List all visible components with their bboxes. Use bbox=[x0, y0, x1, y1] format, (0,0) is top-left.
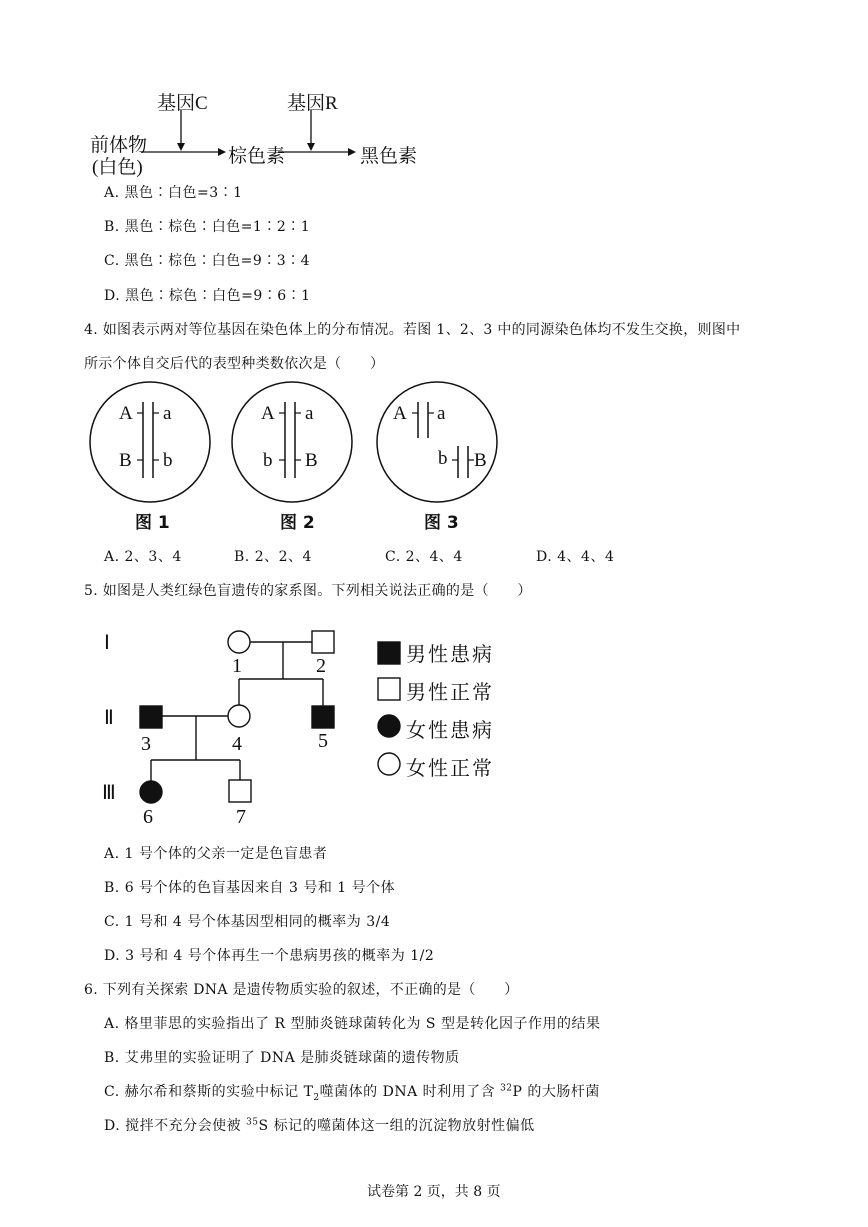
q4-option-a: A. 2、3、4 bbox=[104, 549, 182, 565]
fig2-allele-br: B bbox=[305, 450, 318, 471]
individual-7-label: 7 bbox=[236, 806, 246, 828]
q6-stem: 6. 下列有关探索 DNA 是遗传物质实验的叙述，不正确的是（ ） bbox=[84, 982, 519, 998]
q6-option-d-post: S 标记的噬菌体这一组的沉淀物放射性偏低 bbox=[258, 1118, 535, 1134]
q4-stem-line2: 所示个体自交后代的表型种类数依次是（ ） bbox=[84, 356, 385, 372]
fig2-allele-tr: a bbox=[305, 403, 314, 424]
q5-stem: 5. 如图是人类红绿色盲遗传的家系图。下列相关说法正确的是（ ） bbox=[84, 583, 532, 599]
fig1-caption: 图 1 bbox=[135, 513, 170, 533]
individual-5-label: 5 bbox=[318, 730, 328, 752]
fig3-allele-tr: a bbox=[437, 403, 446, 424]
fig1-allele-bl: B bbox=[119, 450, 132, 471]
q3-option-d: D. 黑色∶棕色∶白色=9∶6∶1 bbox=[104, 288, 311, 304]
legend-male-affected: 男性患病 bbox=[406, 642, 494, 666]
gene-c-label: 基因C bbox=[157, 93, 208, 114]
legend-female-normal: 女性正常 bbox=[406, 756, 494, 780]
q6-option-b: B. 艾弗里的实验证明了 DNA 是肺炎链球菌的遗传物质 bbox=[104, 1050, 460, 1066]
fig3-allele-bl: b bbox=[438, 448, 448, 469]
fig3-allele-tl: A bbox=[393, 403, 407, 424]
legend-female-affected: 女性患病 bbox=[406, 718, 494, 742]
generation-label-3: Ⅲ bbox=[102, 782, 116, 804]
fig2-allele-bl: b bbox=[263, 450, 273, 471]
legend-male-normal: 男性正常 bbox=[406, 680, 494, 704]
q6-option-c-post: P 的大肠杆菌 bbox=[512, 1084, 600, 1100]
q6-option-d-pre: D. 搅拌不充分会使被 bbox=[104, 1118, 247, 1134]
fig3-caption: 图 3 bbox=[424, 513, 459, 533]
individual-4-label: 4 bbox=[232, 733, 242, 755]
fig2-allele-tl: A bbox=[261, 403, 275, 424]
q6-option-c-pre: C. 赫尔希和蔡斯的实验中标记 T bbox=[104, 1084, 314, 1100]
gene-r-label: 基因R bbox=[287, 93, 338, 114]
brown-pigment-label: 棕色素 bbox=[228, 146, 286, 167]
q5-option-a: A. 1 号个体的父亲一定是色盲患者 bbox=[104, 846, 328, 862]
precursor-label: 前体物 bbox=[90, 135, 148, 156]
q6-option-c-sub: 2 bbox=[313, 1092, 320, 1103]
q6-option-d-sup: 35 bbox=[246, 1117, 259, 1128]
q3-option-a: A. 黑色∶白色=3∶1 bbox=[104, 185, 243, 201]
q4-option-c: C. 2、4、4 bbox=[385, 549, 463, 565]
q5-option-b: B. 6 号个体的色盲基因来自 3 号和 1 号个体 bbox=[104, 880, 396, 896]
q3-option-c: C. 黑色∶棕色∶白色=9∶3∶4 bbox=[104, 253, 311, 269]
fig2-caption: 图 2 bbox=[280, 513, 315, 533]
fig1-allele-tl: A bbox=[119, 403, 133, 424]
q5-option-d: D. 3 号和 4 号个体再生一个患病男孩的概率为 1/2 bbox=[104, 948, 435, 964]
individual-1-label: 1 bbox=[232, 655, 242, 677]
chromosome-figures bbox=[0, 380, 868, 510]
individual-2-label: 2 bbox=[316, 655, 326, 677]
q6-option-c-sup: 32 bbox=[500, 1083, 513, 1094]
individual-6-label: 6 bbox=[143, 806, 153, 828]
q4-option-d: D. 4、4、4 bbox=[536, 549, 615, 565]
precursor-color-label: (白色) bbox=[92, 157, 143, 178]
q6-option-c-mid: 噬菌体的 DNA 时利用了含 bbox=[319, 1084, 501, 1100]
generation-label-1: Ⅰ bbox=[104, 632, 110, 654]
fig1-allele-br: b bbox=[163, 450, 173, 471]
q6-option-c bbox=[104, 1081, 600, 1103]
fig1-allele-tr: a bbox=[163, 403, 172, 424]
q5-option-c: C. 1 号和 4 号个体基因型相同的概率为 3/4 bbox=[104, 914, 391, 930]
black-pigment-label: 黑色素 bbox=[360, 146, 418, 167]
q3-option-b: B. 黑色∶棕色∶白色=1∶2∶1 bbox=[104, 219, 311, 235]
q6-option-d bbox=[104, 1115, 535, 1135]
q4-option-b: B. 2、2、4 bbox=[234, 549, 312, 565]
generation-label-2: Ⅱ bbox=[104, 707, 114, 729]
page-footer: 试卷第 2 页，共 8 页 bbox=[367, 1184, 501, 1200]
fig3-allele-br: B bbox=[474, 450, 487, 471]
q6-option-a: A. 格里菲思的实验指出了 R 型肺炎链球菌转化为 S 型是转化因子作用的结果 bbox=[104, 1016, 601, 1032]
individual-3-label: 3 bbox=[141, 733, 151, 755]
q4-stem-line1: 4. 如图表示两对等位基因在染色体上的分布情况。若图 1、2、3 中的同源染色体均不发生交换，则图中 bbox=[84, 322, 741, 338]
